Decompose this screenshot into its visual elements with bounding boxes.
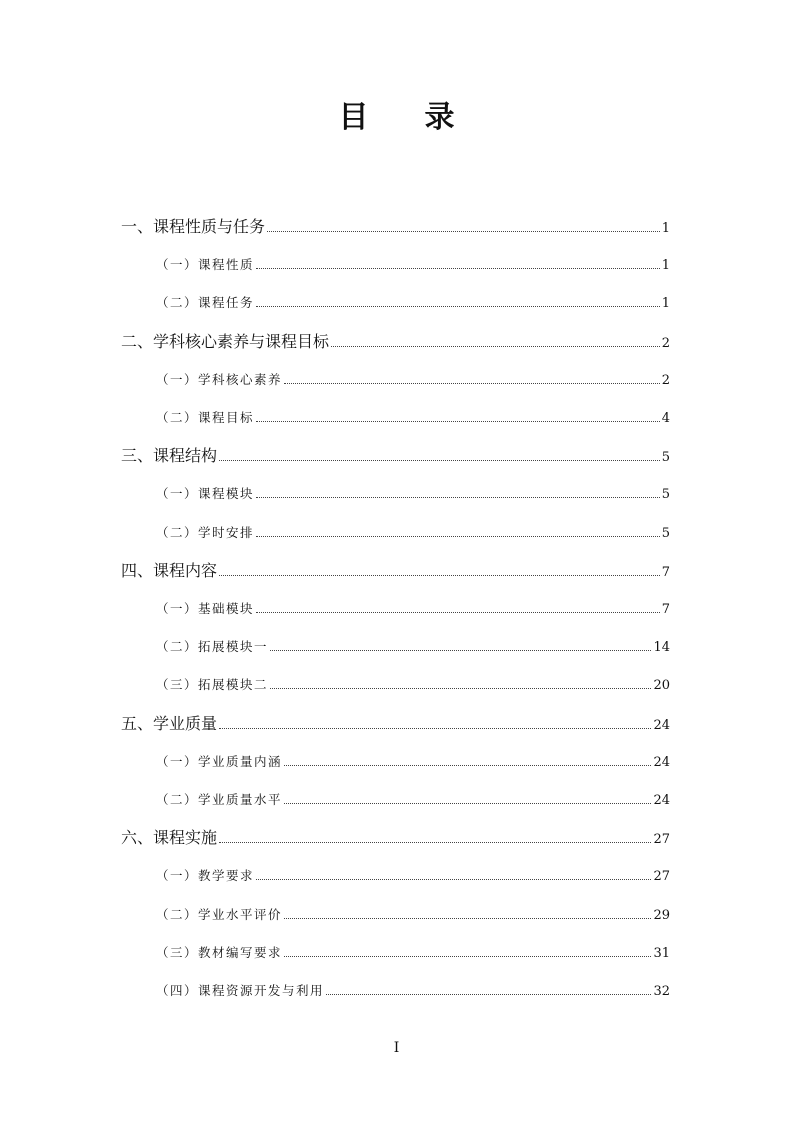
toc-entry-page: 27 xyxy=(653,869,670,885)
toc-entry-page: 1 xyxy=(661,258,670,274)
toc-dot-leader xyxy=(256,496,660,498)
toc-section-entry[interactable] xyxy=(156,675,670,695)
toc-chapter-entry[interactable] xyxy=(121,446,670,466)
toc-entry-label: （三）拓展模块二 xyxy=(156,677,269,693)
toc-entry-label: （一）学科核心素养 xyxy=(156,371,283,387)
toc-entry-label: （一）课程性质 xyxy=(156,257,255,273)
toc-entry-page: 24 xyxy=(653,754,670,770)
toc-entry-label: （四）课程资源开发与利用 xyxy=(156,983,325,998)
toc-dot-leader xyxy=(256,267,660,269)
toc-entry-page: 4 xyxy=(661,411,670,426)
toc-entry-page: 32 xyxy=(653,984,670,999)
toc-section-entry[interactable] xyxy=(156,523,670,543)
toc-chapter-entry[interactable] xyxy=(121,332,670,352)
toc-entry-page: 5 xyxy=(661,450,670,466)
toc-entry-page: 1 xyxy=(661,221,670,236)
toc-entry-label: （一）教学要求 xyxy=(156,868,255,884)
toc-dot-leader xyxy=(284,764,651,766)
toc-dot-leader xyxy=(284,382,660,384)
toc-entry-page: 31 xyxy=(653,945,670,961)
toc-dot-leader xyxy=(256,305,660,307)
toc-dot-leader xyxy=(219,459,660,461)
toc-entry-label: （二）学业水平评价 xyxy=(156,906,283,922)
toc-entry-label: （一）课程模块 xyxy=(156,486,255,502)
toc-entry-page: 2 xyxy=(661,372,670,388)
toc-dot-leader xyxy=(284,955,651,957)
toc-entry-page: 7 xyxy=(661,564,670,580)
toc-entry-label: （二）课程目标 xyxy=(156,410,255,425)
toc-section-entry[interactable] xyxy=(156,408,670,428)
toc-entry-page: 24 xyxy=(653,793,670,808)
toc-dot-leader xyxy=(256,535,660,537)
toc-section-entry[interactable] xyxy=(156,637,670,657)
toc-dot-leader xyxy=(270,687,651,689)
toc-dot-leader xyxy=(219,841,651,843)
toc-entry-page: 5 xyxy=(661,487,670,503)
toc-dot-leader xyxy=(331,345,660,347)
toc-entry-label: 二、学科核心素养与课程目标 xyxy=(121,331,330,351)
toc-entry-label: 六、课程实施 xyxy=(121,828,218,848)
toc-entry-label: 三、课程结构 xyxy=(121,446,218,466)
toc-chapter-entry[interactable] xyxy=(121,714,670,734)
toc-entry-page: 20 xyxy=(653,678,670,694)
toc-entry-label: （一）学业质量内涵 xyxy=(156,753,283,769)
toc-section-entry[interactable] xyxy=(156,293,670,313)
toc-section-entry[interactable] xyxy=(156,752,670,772)
page-number: I xyxy=(393,1040,400,1056)
toc-section-entry[interactable] xyxy=(156,866,670,886)
toc-chapter-entry[interactable] xyxy=(121,217,670,237)
toc-entry-label: （二）学时安排 xyxy=(156,524,255,540)
toc-entry-label: 五、学业质量 xyxy=(121,713,218,733)
toc-dot-leader xyxy=(267,230,660,232)
toc-dot-leader xyxy=(270,649,651,651)
toc-section-entry[interactable] xyxy=(156,255,670,275)
toc-dot-leader xyxy=(256,611,660,613)
toc-entry-label: （二）学业质量水平 xyxy=(156,792,283,807)
page-title: 目录 xyxy=(338,100,511,135)
toc-section-entry[interactable] xyxy=(156,943,670,963)
toc-section-entry[interactable] xyxy=(156,484,670,504)
toc-dot-leader xyxy=(284,917,651,919)
toc-dot-leader xyxy=(219,727,651,729)
toc-dot-leader xyxy=(219,574,660,576)
toc-entry-page: 7 xyxy=(661,602,670,617)
toc-entry-label: （二）拓展模块一 xyxy=(156,639,269,655)
toc-entry-label: （三）教材编写要求 xyxy=(156,944,283,960)
toc-entry-page: 14 xyxy=(653,640,670,656)
toc-dot-leader xyxy=(326,993,651,995)
toc-chapter-entry[interactable] xyxy=(121,828,670,848)
toc-entry-label: 四、课程内容 xyxy=(121,560,218,580)
toc-dot-leader xyxy=(256,878,651,880)
toc-entry-label: （一）基础模块 xyxy=(156,601,255,616)
toc-section-entry[interactable] xyxy=(156,599,670,619)
toc-section-entry[interactable] xyxy=(156,905,670,925)
toc-entry-page: 5 xyxy=(661,525,670,541)
toc-entry-page: 27 xyxy=(653,832,670,848)
toc-entry-label: 一、课程性质与任务 xyxy=(121,217,266,236)
toc-entry-page: 1 xyxy=(661,296,670,312)
toc-entry-page: 24 xyxy=(653,717,670,733)
toc-section-entry[interactable] xyxy=(156,370,670,390)
toc-dot-leader xyxy=(284,802,651,804)
toc-entry-label: （二）课程任务 xyxy=(156,295,255,311)
toc-chapter-entry[interactable] xyxy=(121,561,670,581)
toc-section-entry[interactable] xyxy=(156,981,670,1001)
toc-dot-leader xyxy=(256,420,660,422)
toc-section-entry[interactable] xyxy=(156,790,670,810)
toc-entry-page: 2 xyxy=(661,335,670,351)
toc-entry-page: 29 xyxy=(653,907,670,923)
